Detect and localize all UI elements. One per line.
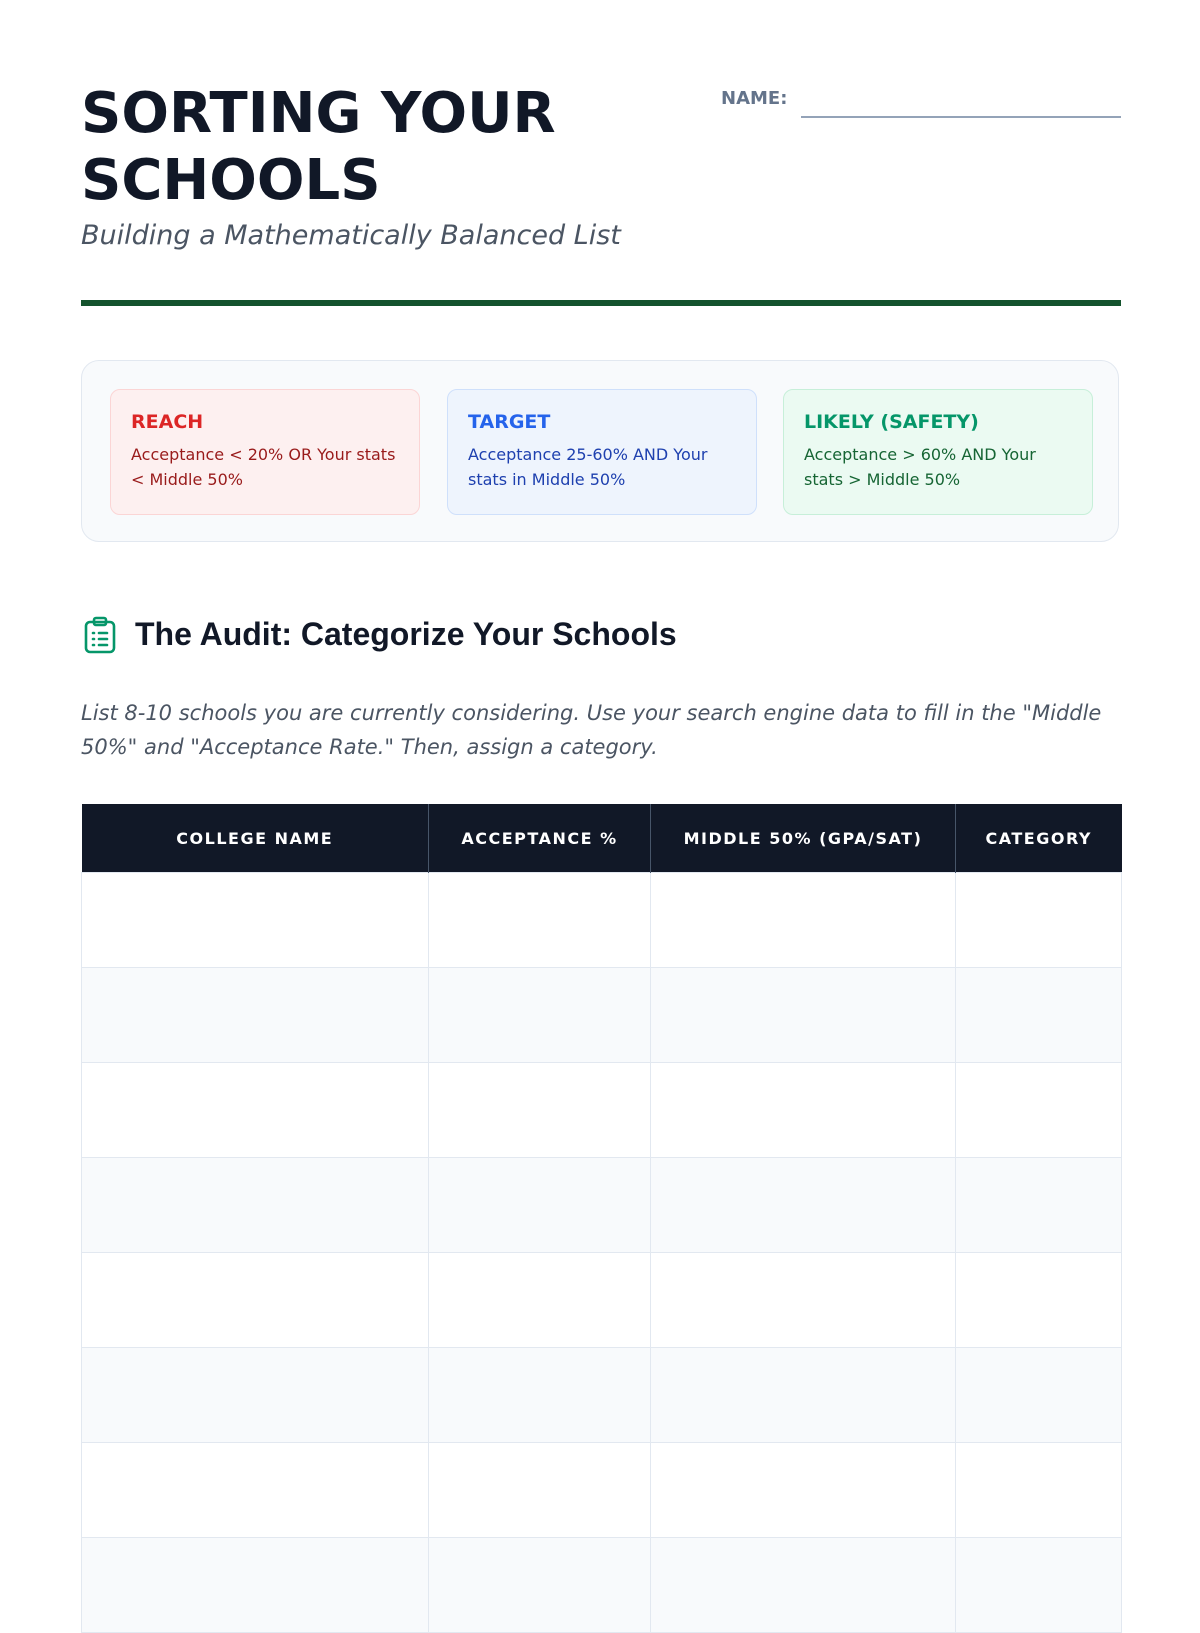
category-cell[interactable] <box>956 1443 1122 1538</box>
category-cell[interactable] <box>956 1253 1122 1348</box>
college-name-cell[interactable] <box>82 1538 429 1633</box>
middle-50-cell[interactable] <box>651 1348 956 1443</box>
table-row <box>82 1443 1122 1538</box>
worksheet-header <box>81 0 1121 306</box>
acceptance-cell[interactable] <box>429 1158 651 1253</box>
middle-50-cell[interactable] <box>651 968 956 1063</box>
middle-50-cell[interactable] <box>651 873 956 968</box>
name-label: NAME: <box>721 88 788 109</box>
category-cell[interactable] <box>956 1538 1122 1633</box>
likely-description: Acceptance > 60% AND Your stats > Middle 50% <box>804 445 1036 489</box>
header-divider <box>81 300 1121 306</box>
table-row <box>82 1063 1122 1158</box>
college-name-cell[interactable] <box>82 1158 429 1253</box>
page-subtitle: Building a Mathematically Balanced List <box>81 220 621 251</box>
audit-instructions: List 8-10 schools you are currently considering. Use your search engine data to fill in the "Middle 50%" and "Acceptance Rate." Then, assign a category. <box>81 701 1102 759</box>
table-header-row <box>82 804 1122 873</box>
column-header-category: CATEGORY <box>956 804 1122 873</box>
table-row <box>82 1158 1122 1253</box>
worksheet-page <box>81 0 1121 848</box>
legend-card-target <box>447 389 757 515</box>
college-name-cell[interactable] <box>82 873 429 968</box>
table-row <box>82 968 1122 1063</box>
reach-title: REACH <box>131 411 204 433</box>
acceptance-cell[interactable] <box>429 873 651 968</box>
clipboard-list-icon <box>83 616 117 654</box>
middle-50-cell[interactable] <box>651 1443 956 1538</box>
acceptance-cell[interactable] <box>429 1443 651 1538</box>
category-cell[interactable] <box>956 1063 1122 1158</box>
audit-table <box>81 804 1122 1633</box>
page-title: SORTING YOUR SCHOOLS <box>81 81 556 213</box>
legend-card-likely <box>783 389 1093 515</box>
acceptance-cell[interactable] <box>429 1063 651 1158</box>
middle-50-cell[interactable] <box>651 1063 956 1158</box>
name-input-line[interactable] <box>801 116 1121 118</box>
middle-50-cell[interactable] <box>651 1158 956 1253</box>
name-field <box>721 86 1121 122</box>
category-cell[interactable] <box>956 968 1122 1063</box>
college-name-cell[interactable] <box>82 1443 429 1538</box>
column-header-college-name: COLLEGE NAME <box>82 804 429 873</box>
college-name-cell[interactable] <box>82 1348 429 1443</box>
category-legend <box>81 360 1119 542</box>
target-description: Acceptance 25-60% AND Your stats in Middle 50% <box>468 445 708 489</box>
acceptance-cell[interactable] <box>429 968 651 1063</box>
college-name-cell[interactable] <box>82 1063 429 1158</box>
acceptance-cell[interactable] <box>429 1348 651 1443</box>
category-cell[interactable] <box>956 1158 1122 1253</box>
acceptance-cell[interactable] <box>429 1538 651 1633</box>
audit-section-heading <box>81 612 1121 658</box>
acceptance-cell[interactable] <box>429 1253 651 1348</box>
likely-title: LIKELY (SAFETY) <box>804 411 979 433</box>
column-header-acceptance: ACCEPTANCE % <box>429 804 651 873</box>
middle-50-cell[interactable] <box>651 1253 956 1348</box>
category-cell[interactable] <box>956 1348 1122 1443</box>
middle-50-cell[interactable] <box>651 1538 956 1633</box>
college-name-cell[interactable] <box>82 968 429 1063</box>
legend-card-reach <box>110 389 420 515</box>
category-cell[interactable] <box>956 873 1122 968</box>
section-title: The Audit: Categorize Your Schools <box>135 616 677 652</box>
table-row <box>82 1538 1122 1633</box>
table-row <box>82 873 1122 968</box>
column-header-middle-50: MIDDLE 50% (GPA/SAT) <box>651 804 956 873</box>
reach-description: Acceptance < 20% OR Your stats < Middle 50% <box>131 445 396 489</box>
table-row <box>82 1253 1122 1348</box>
table-row <box>82 1348 1122 1443</box>
target-title: TARGET <box>468 411 551 433</box>
college-name-cell[interactable] <box>82 1253 429 1348</box>
